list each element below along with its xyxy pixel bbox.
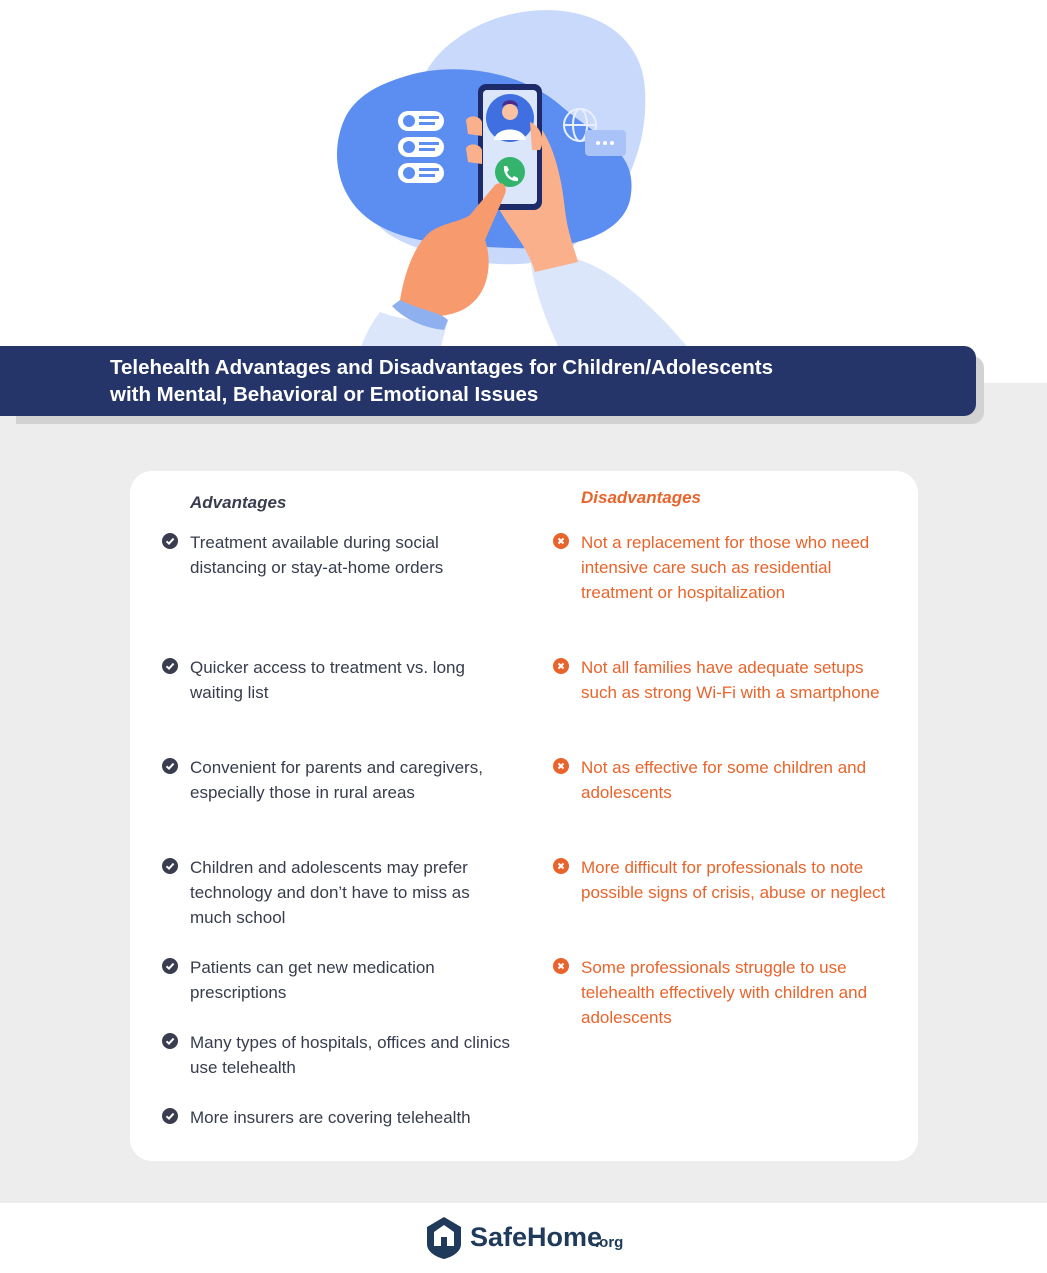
hero-illustration (0, 0, 1047, 350)
advantage-item: Children and adolescents may prefer technology and don’t have to miss as much school (190, 858, 470, 927)
disadvantage-item: Not as effective for some children and adolescents (581, 758, 867, 802)
check-circle-icon (162, 758, 178, 774)
call-icon (495, 157, 525, 187)
chat-list-icon (398, 111, 444, 183)
disadvantage-item: More difficult for professionals to note possible signs of crisis, abuse or neglect (581, 858, 886, 902)
advantage-item: Quicker access to treatment vs. long waiting list (190, 658, 465, 702)
disadvantage-item: Not all families have adequate setups such as strong Wi-Fi with a smartphone (581, 658, 880, 702)
x-circle-icon (553, 858, 569, 874)
right-sleeve (530, 256, 690, 350)
logo-name: SafeHome (470, 1222, 603, 1252)
advantage-item: Convenient for parents and caregivers, especially those in rural areas (190, 758, 483, 802)
page-title-line-2: with Mental, Behavioral or Emotional Issues (110, 383, 539, 406)
advantage-item: Many types of hospitals, offices and clinics use telehealth (190, 1033, 511, 1077)
x-circle-icon (553, 658, 569, 674)
check-circle-icon (162, 658, 178, 674)
x-circle-icon (553, 533, 569, 549)
check-circle-icon (162, 533, 178, 549)
disadvantages-heading: Disadvantages (581, 488, 701, 507)
x-circle-icon (553, 958, 569, 974)
page-title (110, 354, 930, 408)
logo-suffix: .org (595, 1234, 624, 1251)
check-circle-icon (162, 958, 178, 974)
disadvantage-item: Some professionals struggle to use telehealth effectively with children and adolescents (581, 958, 868, 1027)
advantage-item: More insurers are covering telehealth (190, 1108, 471, 1127)
check-circle-icon (162, 858, 178, 874)
advantage-item: Patients can get new medication prescriptions (190, 958, 435, 1002)
check-circle-icon (162, 1108, 178, 1124)
advantages-heading: Advantages (190, 493, 287, 512)
house-shield-icon (426, 1216, 462, 1260)
check-circle-icon (162, 1033, 178, 1049)
page-title-line-1: Telehealth Advantages and Disadvantages for Children/Adolescents (110, 356, 773, 379)
disadvantage-item: Not a replacement for those who need intensive care such as residential treatment or hospitalization (581, 533, 870, 602)
advantage-item: Treatment available during social distancing or stay-at-home orders (190, 533, 444, 577)
x-circle-icon (553, 758, 569, 774)
